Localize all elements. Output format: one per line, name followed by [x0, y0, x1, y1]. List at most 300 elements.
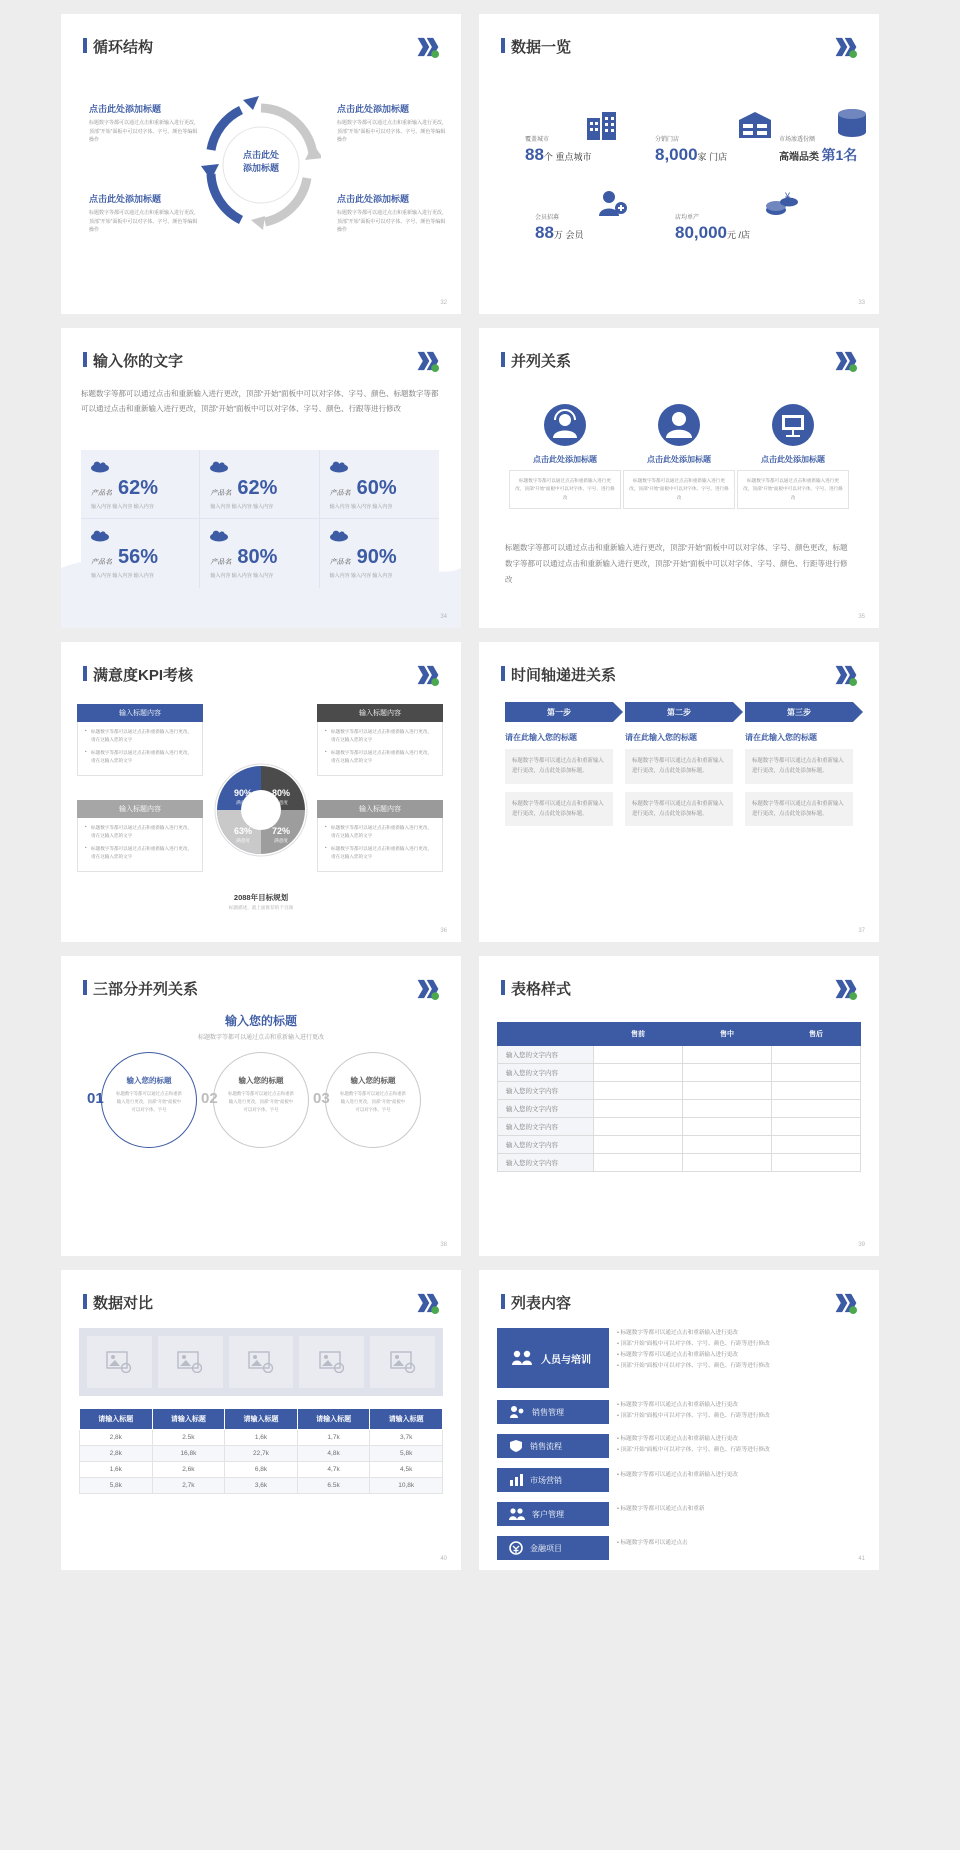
parallel-item[interactable]	[509, 404, 621, 509]
table-cell: 2,7k	[152, 1478, 225, 1494]
page-number: 38	[440, 1242, 447, 1248]
list-item[interactable]	[497, 1400, 609, 1424]
timeline-step[interactable]	[505, 702, 613, 834]
kpi-box-body	[77, 818, 203, 872]
table-row[interactable]	[80, 1446, 443, 1462]
list-line: • 顶部“开始”面板中可以对字体、字号、颜色、行距等进行修改	[617, 1362, 770, 1369]
svg-text:63%: 63%	[233, 826, 253, 836]
brand-logo-icon	[415, 34, 441, 60]
image-placeholder[interactable]	[87, 1336, 152, 1388]
table-cell: 10,8k	[370, 1478, 443, 1494]
data-item-tail: 会员	[565, 230, 584, 240]
ring-item-title: 输入您的标题	[350, 1076, 396, 1085]
kpi-box-header: 输入标题内容	[317, 704, 443, 722]
ring-number: 01	[87, 1090, 104, 1107]
kpi-line: • 标题数字等都可以通过点击和重新输入进行更改，请在这输入您的文字	[85, 824, 195, 841]
table-cell[interactable]	[683, 1100, 772, 1118]
image-icon	[248, 1351, 274, 1373]
data-item-number: 8,000	[655, 145, 698, 164]
page-number: 41	[858, 1556, 865, 1562]
data-item-tail: 门店	[709, 152, 728, 162]
kpi-box-header: 输入标题内容	[77, 800, 203, 818]
table-row[interactable]	[80, 1430, 443, 1446]
cloud-icon	[330, 530, 348, 542]
page-title: 三部分并列关系	[83, 978, 198, 999]
ring-item-title: 输入您的标题	[126, 1076, 172, 1085]
table-cell[interactable]	[683, 1082, 772, 1100]
parallel-item-title: 点击此处添加标题	[761, 455, 825, 464]
ring-item-body: 标题数字等都可以通过点击和重新输入进行更改，顶部“开始”面板中可以对字体、字号	[340, 1091, 406, 1112]
cycle-item[interactable]	[89, 192, 199, 235]
list-item-label: 金融项目	[530, 1543, 562, 1553]
product-name: 产品名	[210, 490, 232, 497]
timeline-step-body: 标题数字等都可以通过点击和重新输入进行更改，点击此处添加标题。	[505, 749, 613, 784]
table-cell: 16,8k	[152, 1446, 225, 1462]
image-placeholder[interactable]	[370, 1336, 435, 1388]
svg-text:80%: 80%	[271, 788, 291, 798]
list-line: • 标题数字等都可以通过点击和重新输入进行更改	[617, 1402, 738, 1408]
cloud-icon	[210, 461, 228, 473]
parallel-item[interactable]	[737, 404, 849, 509]
table-cell[interactable]	[772, 1100, 861, 1118]
cycle-item-body: 标题数字等都可以通过点击和重新输入进行更改，顶部“开始”面板中可以对字体、字号、颜色等编辑操作	[337, 120, 448, 143]
table-cell[interactable]	[772, 1064, 861, 1082]
cycle-item-title: 点击此处添加标题	[337, 104, 410, 114]
table-header-cell: 请输入标题	[370, 1409, 443, 1430]
table-cell[interactable]	[594, 1118, 683, 1136]
table-row[interactable]	[80, 1478, 443, 1494]
brand-logo-icon	[833, 34, 859, 60]
image-placeholder[interactable]	[158, 1336, 223, 1388]
table-cell[interactable]	[594, 1082, 683, 1100]
svg-text:72%: 72%	[271, 826, 291, 836]
percent-card[interactable]	[320, 450, 439, 519]
list-line: • 标题数字等都可以通过点击	[617, 1540, 688, 1546]
data-item[interactable]	[525, 134, 591, 165]
slide-list	[479, 1270, 879, 1570]
table-cell[interactable]	[594, 1100, 683, 1118]
svg-text:满意度: 满意度	[274, 800, 288, 805]
data-item-label: 分销门店	[655, 137, 680, 143]
table-cell: 1,6k	[80, 1462, 153, 1478]
timeline-step-title: 请在此输入您的标题	[505, 733, 577, 742]
table-header-cell: 请输入标题	[225, 1409, 298, 1430]
percent-sub: 输入内容 输入内容 输入内容	[91, 504, 154, 510]
parallel-item-body: 标题数字等都可以通过点击和重新输入进行更改，顶部“开始”面板中可以对字体、字号、进行修改	[737, 470, 849, 509]
table-cell: 4,5k	[370, 1462, 443, 1478]
page-number: 39	[858, 1242, 865, 1248]
cycle-center-label: 点击此处 添加标题	[242, 149, 279, 173]
data-item-label: 店均单产	[675, 215, 700, 221]
kpi-box[interactable]	[77, 800, 203, 872]
percent-card[interactable]	[81, 450, 200, 519]
percent-value: 90%	[356, 546, 397, 568]
timeline-step-badge: 第二步	[625, 702, 733, 722]
table-row[interactable]	[498, 1100, 861, 1118]
svg-text:¥: ¥	[785, 191, 791, 201]
table-cell: 1,6k	[225, 1430, 298, 1446]
table-cell[interactable]	[594, 1136, 683, 1154]
table-cell[interactable]	[683, 1154, 772, 1172]
table-cell: 2,8k	[80, 1430, 153, 1446]
brand-logo-icon	[415, 348, 441, 374]
table-cell[interactable]	[772, 1046, 861, 1064]
data-item-number: 88	[535, 223, 554, 242]
table-row[interactable]	[498, 1136, 861, 1154]
list-line: • 标题数字等都可以通过点击和重新输入进行更改	[617, 1436, 738, 1442]
timeline-step-body: 标题数字等都可以通过点击和重新输入进行更改，点击此处添加标题。	[745, 749, 853, 784]
user-headset-icon	[544, 404, 586, 446]
page-number: 35	[858, 614, 865, 620]
table-cell: 输入您的文字内容	[498, 1118, 594, 1136]
table-header-cell	[498, 1023, 594, 1046]
data-item-label: 覆盖城市	[525, 137, 550, 143]
product-name: 产品名	[91, 559, 112, 566]
kpi-line: • 标题数字等都可以通过点击和重新输入进行更改，请在这输入您的文字	[325, 845, 435, 862]
table-header-cell: 请输入标题	[152, 1409, 225, 1430]
list-line: • 顶部“开始”面板中可以对字体、字号、颜色、行距等进行修改	[617, 1412, 770, 1419]
table-row[interactable]	[498, 1046, 861, 1064]
brand-logo-icon	[415, 662, 441, 688]
table-cell[interactable]	[594, 1154, 683, 1172]
timeline-step[interactable]	[625, 702, 733, 834]
cycle-item-title: 点击此处添加标题	[337, 194, 410, 204]
percent-sub: 输入内容 输入内容 输入内容	[210, 573, 274, 579]
list-line: • 顶部“开始”面板中可以对字体、字号、颜色、行距等进行修改	[617, 1446, 770, 1453]
table-cell: 3,7k	[370, 1430, 443, 1446]
store-icon	[737, 110, 773, 140]
list-item-label: 销售流程	[530, 1441, 562, 1451]
page-title: 并列关系	[501, 350, 571, 371]
product-name: 产品名	[329, 559, 351, 566]
data-item-value	[525, 145, 591, 165]
timeline-step-body: 标题数字等都可以通过点击和重新输入进行更改，点击此处添加标题。	[625, 792, 733, 827]
data-table	[497, 1022, 861, 1172]
table-header-cell: 售前	[594, 1023, 683, 1046]
kpi-box[interactable]	[77, 704, 203, 776]
sales-manage-icon	[509, 1405, 525, 1419]
data-item-value	[655, 145, 727, 165]
table-cell: 6,8k	[225, 1462, 298, 1478]
shield-icon	[509, 1439, 523, 1453]
page-title: 时间轴递进关系	[501, 664, 616, 685]
timeline-step-body: 标题数字等都可以通过点击和重新输入进行更改，点击此处添加标题。	[625, 749, 733, 784]
list-line: • 标题数字等都可以通过点击和重新输入进行更改	[617, 1330, 738, 1336]
parallel-footer-paragraph: 标题数字等都可以通过点击和重新输入进行更改，顶部“开始”面板中可以对字体、字号、颜色更改，标题数字等都可以通过点击和重新输入进行更改，顶部“开始”面板中可以对字体、字号、颜色、行距等进行修改	[505, 543, 848, 584]
list-item-label: 销售管理	[532, 1407, 564, 1417]
kpi-line: • 标题数字等都可以通过点击和重新输入进行更改，请在这输入您的文字	[325, 749, 435, 766]
percent-sub: 输入内容 输入内容 输入内容	[91, 573, 154, 579]
ring-item-title: 输入您的标题	[238, 1076, 284, 1085]
table-cell[interactable]	[683, 1064, 772, 1082]
page-title: 数据一览	[501, 36, 571, 57]
data-item-label: 市场渗透份额	[779, 137, 816, 143]
percent-value: 80%	[237, 546, 278, 568]
section-heading: 输入您的标题	[224, 1014, 297, 1028]
timeline-step-badge: 第三步	[745, 702, 853, 722]
list-item-text	[617, 1504, 857, 1515]
page-number: 34	[440, 614, 447, 620]
table-header-cell: 请输入标题	[80, 1409, 153, 1430]
percent-value: 56%	[118, 546, 159, 568]
image-icon	[177, 1351, 203, 1373]
percent-card[interactable]	[200, 450, 319, 519]
timeline-step-title: 请在此输入您的标题	[625, 733, 697, 742]
table-header-cell: 售中	[683, 1023, 772, 1046]
slide-three-parallel	[61, 956, 461, 1256]
data-item-number: 88	[525, 145, 544, 164]
product-name: 产品名	[329, 490, 351, 497]
list-item-text	[617, 1400, 857, 1422]
table-cell[interactable]	[772, 1154, 861, 1172]
image-placeholder-row	[79, 1328, 443, 1396]
parallel-item[interactable]	[623, 404, 735, 509]
list-item-text	[617, 1328, 857, 1372]
donut-caption-sub: 标题描述，就上面推荐的个百颜	[228, 905, 294, 910]
kpi-line: • 标题数字等都可以通过点击和重新输入进行更改，请在这输入您的文字	[85, 749, 195, 766]
percent-sub: 输入内容 输入内容 输入内容	[329, 504, 393, 510]
data-item[interactable]	[535, 212, 583, 243]
data-item[interactable]	[675, 212, 750, 243]
cycle-item-body: 标题数字等都可以通过点击和重新输入进行更改，顶部“开始”面板中可以对字体、字号、颜色等编辑操作	[89, 210, 200, 233]
customers-icon	[509, 1507, 525, 1521]
list-line: • 标题数字等都可以通过点击和重新输入进行更改	[617, 1472, 738, 1478]
kpi-box-header: 输入标题内容	[317, 800, 443, 818]
kpi-line: • 标题数字等都可以通过点击和重新输入进行更改，请在这输入您的文字	[85, 845, 195, 862]
list-item-label: 客户管理	[532, 1509, 564, 1519]
table-row[interactable]	[498, 1064, 861, 1082]
table-header-row	[498, 1023, 861, 1046]
kpi-line: • 标题数字等都可以通过点击和重新输入进行更改，请在这输入您的文字	[325, 728, 435, 745]
slide-kpi	[61, 642, 461, 942]
product-name: 产品名	[210, 559, 232, 566]
cycle-item[interactable]	[89, 102, 199, 145]
database-icon	[835, 108, 869, 140]
table-cell: 5,8k	[80, 1478, 153, 1494]
ring-item[interactable]	[213, 1052, 309, 1148]
svg-text:90%: 90%	[233, 788, 253, 798]
brand-logo-icon	[833, 662, 859, 688]
slide-cycle	[61, 14, 461, 314]
cloud-icon	[330, 461, 348, 473]
ring-item[interactable]	[325, 1052, 421, 1148]
kpi-box-body	[317, 818, 443, 872]
cycle-item[interactable]	[337, 192, 447, 235]
data-item-unit: 万	[553, 230, 563, 240]
compare-table	[79, 1408, 443, 1494]
building-icon	[585, 112, 619, 140]
percent-value: 62%	[118, 477, 159, 499]
kpi-line: • 标题数字等都可以通过点击和重新输入进行更改，请在这输入您的文字	[85, 728, 195, 745]
people-training-icon	[511, 1349, 533, 1367]
table-cell: 输入您的文字内容	[498, 1136, 594, 1154]
data-item-number: 高端品类	[779, 152, 819, 163]
data-item-value	[779, 145, 857, 165]
brand-logo-icon	[415, 1290, 441, 1316]
page-title: 列表内容	[501, 1292, 571, 1313]
table-cell: 输入您的文字内容	[498, 1154, 594, 1172]
image-icon	[390, 1351, 416, 1373]
list-item-text	[617, 1470, 857, 1481]
ring-item-body: 标题数字等都可以通过点击和重新输入进行更改，顶部“开始”面板中可以对字体、字号	[228, 1091, 294, 1112]
table-cell[interactable]	[772, 1136, 861, 1154]
member-icon	[597, 190, 627, 218]
list-item-text	[617, 1434, 857, 1456]
table-header-cell: 售后	[772, 1023, 861, 1046]
finance-icon	[509, 1541, 523, 1555]
section-subheading: 标题数字等都可以通过点击和重新输入进行更改	[197, 1035, 324, 1041]
ring-item-body: 标题数字等都可以通过点击和重新输入进行更改，顶部“开始”面板中可以对字体、字号	[116, 1091, 182, 1112]
cloud-icon	[91, 530, 109, 542]
page-number: 37	[858, 928, 865, 934]
svg-text:满意度: 满意度	[274, 838, 288, 843]
chart-icon	[509, 1473, 523, 1487]
data-item-number: 80,000	[675, 223, 727, 242]
timeline-step-body: 标题数字等都可以通过点击和重新输入进行更改，点击此处添加标题。	[505, 792, 613, 827]
list-item[interactable]	[497, 1328, 609, 1388]
slide-percent	[61, 328, 461, 628]
image-icon	[106, 1351, 132, 1373]
user-icon	[658, 404, 700, 446]
page-title: 循环结构	[83, 36, 153, 57]
parallel-item-body: 标题数字等都可以通过点击和重新输入进行更改，顶部“开始”面板中可以对字体、字号、进行修改	[509, 470, 621, 509]
page-number: 32	[440, 300, 447, 306]
cycle-item[interactable]	[337, 102, 447, 145]
data-item-label: 会员招募	[535, 215, 560, 221]
data-item-tail: /店	[738, 230, 751, 240]
page-number: 40	[440, 1556, 447, 1562]
list-line: • 标题数字等都可以通过点击和重新	[617, 1506, 705, 1512]
ring-number: 02	[201, 1090, 218, 1107]
parallel-item-title: 点击此处添加标题	[533, 455, 597, 464]
ring-item[interactable]	[101, 1052, 197, 1148]
table-row[interactable]	[498, 1118, 861, 1136]
table-cell[interactable]	[683, 1046, 772, 1064]
table-cell[interactable]	[594, 1064, 683, 1082]
data-item[interactable]	[655, 134, 727, 165]
slide-data-overview	[479, 14, 879, 314]
slide-timeline	[479, 642, 879, 942]
kpi-box-body	[317, 722, 443, 776]
table-cell: 6.5k	[297, 1478, 370, 1494]
percent-card[interactable]	[320, 519, 439, 588]
table-row[interactable]	[80, 1462, 443, 1478]
table-cell: 1,7k	[297, 1430, 370, 1446]
presentation-icon	[772, 404, 814, 446]
cloud-icon	[210, 530, 228, 542]
table-row[interactable]	[498, 1154, 861, 1172]
table-cell[interactable]	[772, 1082, 861, 1100]
timeline-step[interactable]	[745, 702, 853, 834]
cycle-item-body: 标题数字等都可以通过点击和重新输入进行更改，顶部“开始”面板中可以对字体、字号、颜色等编辑操作	[89, 120, 200, 143]
table-cell: 2.5k	[152, 1430, 225, 1446]
svg-text:满意度: 满意度	[236, 800, 250, 805]
table-cell: 3,6k	[225, 1478, 298, 1494]
page-title: 表格样式	[501, 978, 571, 999]
table-cell: 5,8k	[370, 1446, 443, 1462]
donut-caption	[213, 892, 309, 911]
table-cell: 4,8k	[297, 1446, 370, 1462]
table-cell: 输入您的文字内容	[498, 1100, 594, 1118]
table-cell[interactable]	[772, 1118, 861, 1136]
table-header-row	[80, 1409, 443, 1430]
percent-sub: 输入内容 输入内容 输入内容	[329, 573, 393, 579]
table-cell[interactable]	[683, 1118, 772, 1136]
table-cell: 4,7k	[297, 1462, 370, 1478]
percent-value: 62%	[237, 477, 278, 499]
lead-paragraph: 标题数字等都可以通过点击和重新输入进行更改，顶部“开始”面板中可以对字体、字号、颜色、标题数字等都可以通过点击和重新输入进行更改，顶部“开始”面板中可以对字体、字号、颜色、行跟等进行修改	[81, 389, 439, 413]
list-item[interactable]	[497, 1468, 609, 1492]
table-cell: 输入您的文字内容	[498, 1064, 594, 1082]
table-row[interactable]	[498, 1082, 861, 1100]
list-item[interactable]	[497, 1536, 609, 1560]
data-item-tail: 第1名	[821, 147, 858, 163]
timeline-step-badge: 第一步	[505, 702, 613, 722]
product-name: 产品名	[91, 490, 112, 497]
money-icon	[765, 190, 799, 218]
timeline-step-body: 标题数字等都可以通过点击和重新输入进行更改，点击此处添加标题。	[745, 792, 853, 827]
ring-number: 03	[313, 1090, 330, 1107]
page-number: 33	[858, 300, 865, 306]
table-cell: 22,7k	[225, 1446, 298, 1462]
data-item-unit: 家	[697, 152, 707, 162]
page-number: 36	[440, 928, 447, 934]
donut-caption-title: 2088年目标规划	[233, 893, 289, 902]
percent-grid	[81, 450, 439, 588]
list-line: • 标题数字等都可以通过点击和重新输入进行更改	[617, 1351, 738, 1358]
list-item[interactable]	[497, 1434, 609, 1458]
parallel-item-body: 标题数字等都可以通过点击和重新输入进行更改，顶部“开始”面板中可以对字体、字号、进行修改	[623, 470, 735, 509]
cloud-icon	[91, 461, 109, 473]
brand-logo-icon	[833, 1290, 859, 1316]
kpi-line: • 标题数字等都可以通过点击和重新输入进行更改，请在这输入您的文字	[325, 824, 435, 841]
table-cell[interactable]	[683, 1136, 772, 1154]
kpi-box-header: 输入标题内容	[77, 704, 203, 722]
parallel-item-title: 点击此处添加标题	[647, 455, 711, 464]
kpi-box[interactable]	[317, 800, 443, 872]
list-item[interactable]	[497, 1502, 609, 1526]
svg-text:满意度: 满意度	[236, 838, 250, 843]
data-item-value	[675, 223, 750, 243]
slide-table	[479, 956, 879, 1256]
page-title: 满意度KPI考核	[83, 664, 193, 685]
page-title: 输入你的文字	[83, 350, 183, 371]
table-cell[interactable]	[594, 1046, 683, 1064]
slide-parallel	[479, 328, 879, 628]
list-item-label: 市场营销	[530, 1475, 562, 1485]
percent-sub: 输入内容 输入内容 输入内容	[210, 504, 274, 510]
slide-compare	[61, 1270, 461, 1570]
brand-logo-icon	[833, 348, 859, 374]
list-line: • 顶部“开始”面板中可以对字体、字号、颜色、行距等进行修改	[617, 1340, 770, 1347]
table-cell: 输入您的文字内容	[498, 1082, 594, 1100]
timeline-step-title: 请在此输入您的标题	[745, 733, 817, 742]
percent-card[interactable]	[200, 519, 319, 588]
data-item-unit: 个	[543, 152, 553, 162]
table-cell: 输入您的文字内容	[498, 1046, 594, 1064]
table-cell: 2,6k	[152, 1462, 225, 1478]
data-item-tail: 重点城市	[555, 152, 592, 162]
data-item-value	[535, 223, 583, 243]
brand-logo-icon	[415, 976, 441, 1002]
list-item-text	[617, 1538, 857, 1549]
percent-card[interactable]	[81, 519, 200, 588]
kpi-box[interactable]	[317, 704, 443, 776]
image-placeholder[interactable]	[229, 1336, 294, 1388]
image-icon	[319, 1351, 345, 1373]
image-placeholder[interactable]	[299, 1336, 364, 1388]
table-header-cell: 请输入标题	[297, 1409, 370, 1430]
